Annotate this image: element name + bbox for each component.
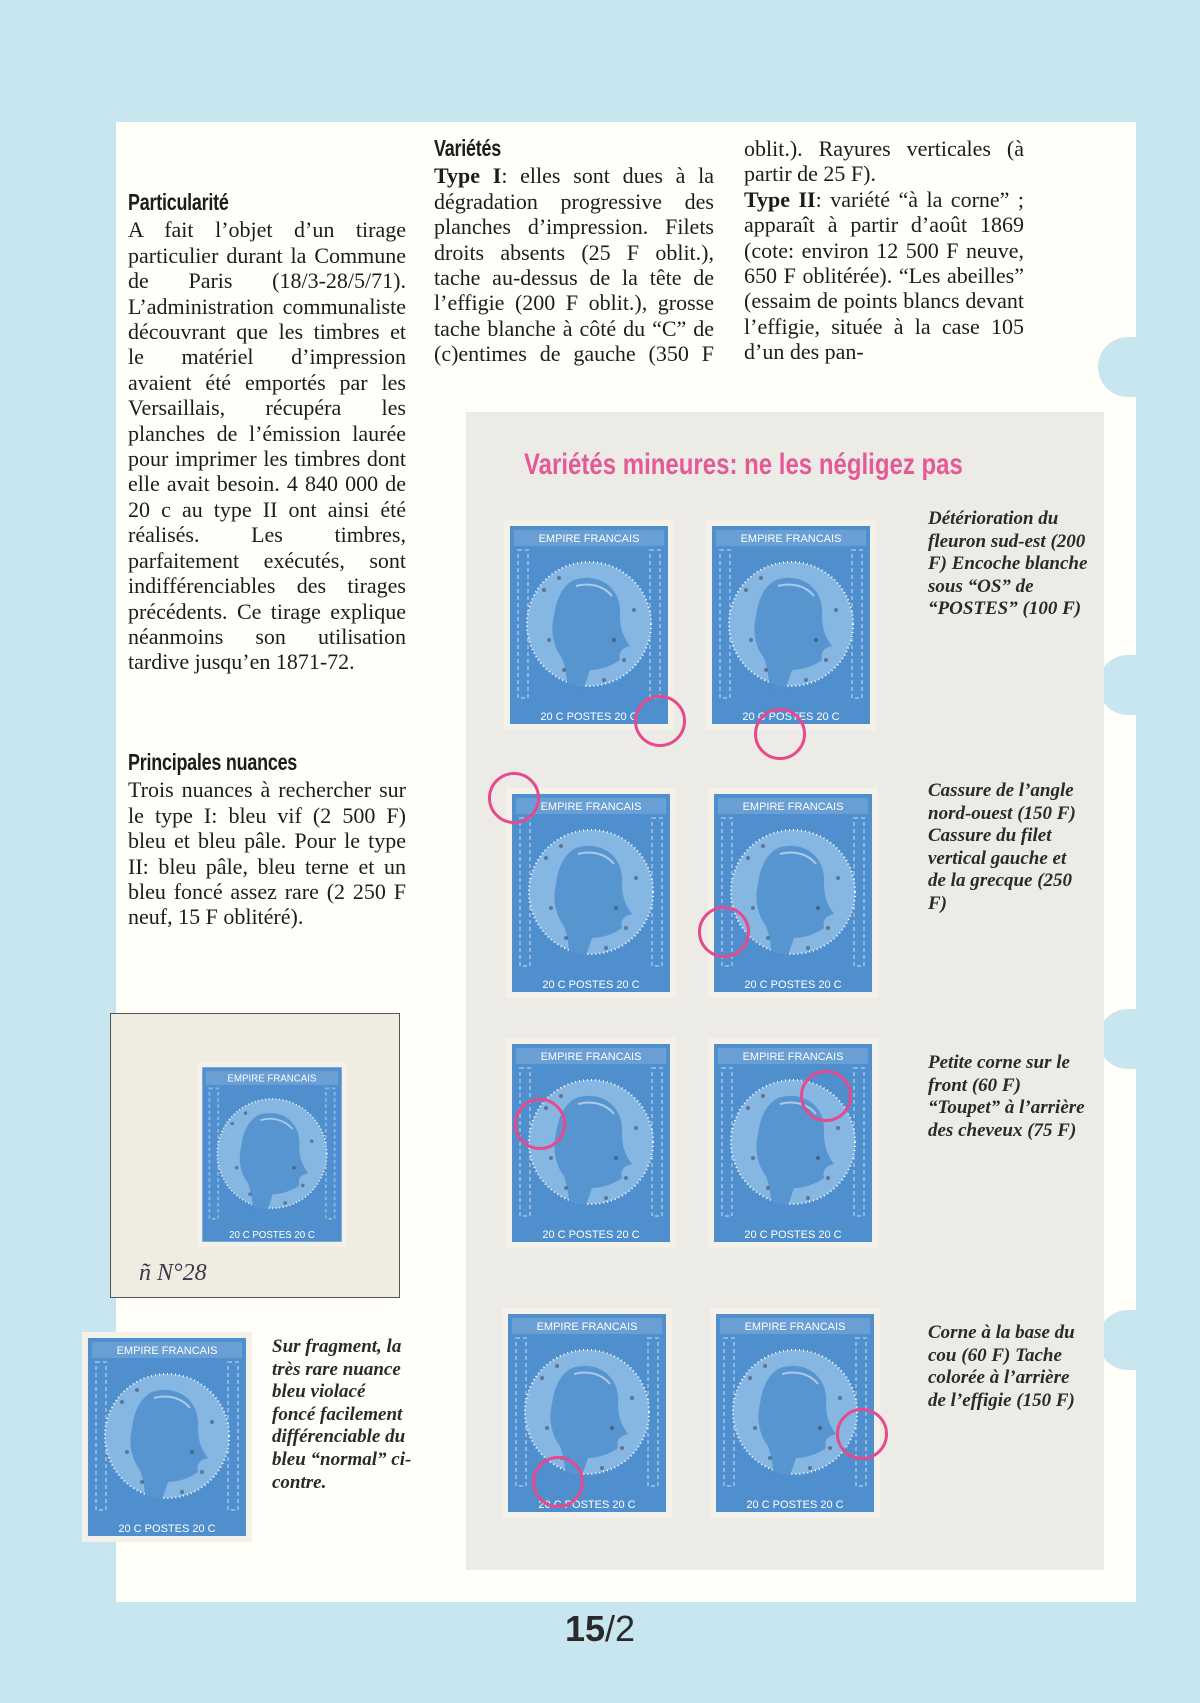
nuances-heading: Principales nuances [128,749,298,775]
svg-text:EMPIRE FRANCAIS: EMPIRE FRANCAIS [540,1051,642,1063]
stamp-violet [82,1332,252,1542]
page-number-main: 15 [564,1608,605,1649]
svg-text:20 C POSTES 20 C: 20 C POSTES 20 C [540,711,638,723]
particularite-section [128,190,406,675]
page-number [0,1608,1200,1650]
caption-row-1: Détérioration du fleuron sud-est (200 F) Encoche blanche sous “OS” de “POSTES” (100 F) [928,508,1088,620]
svg-text:20 C POSTES 20 C: 20 C POSTES 20 C [746,1499,844,1511]
highlight-ring [800,1070,852,1122]
side-caption: Sur fragment, la très rare nuance bleu violacé foncé facilement différenciable du bleu “normal” ci-contre. [272,1336,412,1493]
caption-row-4: Corne à la base du cou (60 F) Tache colorée à l’arrière de l’effigie (150 F) [928,1322,1075,1411]
stamp-6 [708,1038,878,1248]
svg-text:EMPIRE FRANCAIS: EMPIRE FRANCAIS [116,1345,218,1357]
page-number-sub: /2 [605,1608,636,1649]
fragment-stamp [197,1062,347,1247]
stamp-3 [506,788,676,998]
stamp-image [708,788,878,998]
highlight-ring [634,695,686,747]
binder-notch [1098,337,1136,397]
stamp-4 [708,788,878,998]
highlight-ring [532,1456,584,1508]
type1-text: : elles sont dues à la dégradation progressive des planches d’impression. Filets droits absents (25 F oblit.), tache au-dessus de la tête de l’effigie (200 F oblit.), grosse tache blanche à côté du “C” de (c)entimes de gauche (350 F oblit.). Rayures verticales (à partir de 25 F). [434,136,1024,367]
svg-text:EMPIRE FRANCAIS: EMPIRE FRANCAIS [540,801,642,813]
highlight-ring [514,1098,566,1150]
stamp-image [706,520,876,730]
svg-text:20 C POSTES 20 C: 20 C POSTES 20 C [744,1229,842,1241]
particularite-heading: Particularité [128,189,229,215]
svg-text:EMPIRE FRANCAIS: EMPIRE FRANCAIS [538,533,640,545]
svg-text:EMPIRE FRANCAIS: EMPIRE FRANCAIS [227,1073,317,1085]
type2-label: Type II [744,186,816,212]
svg-text:20 C POSTES 20 C: 20 C POSTES 20 C [744,979,842,991]
stamp-image [506,788,676,998]
svg-text:EMPIRE FRANCAIS: EMPIRE FRANCAIS [740,533,842,545]
stamp-image [708,1038,878,1248]
caption-row-3: Petite corne sur le front (60 F) “Toupet” à l’arrière des cheveux (75 F) [928,1052,1085,1141]
nuances-section [128,750,406,930]
svg-text:20 C POSTES 20 C: 20 C POSTES 20 C [542,979,640,991]
stamp-2 [706,520,876,730]
stamp-image [197,1062,347,1247]
svg-text:EMPIRE FRANCAIS: EMPIRE FRANCAIS [742,1051,844,1063]
stamp-image [82,1332,252,1542]
type1-label: Type I [434,163,502,189]
stamp-image [502,1308,672,1518]
varietes-mineures-panel [466,412,1104,1570]
svg-text:20 C POSTES 20 C: 20 C POSTES 20 C [538,1499,636,1511]
varietes-type2 [744,187,1024,365]
caption-row-2: Cassure de l’angle nord-ouest (150 F) Cassure du filet vertical gauche et de la grecque (250 F) [928,780,1076,914]
svg-text:EMPIRE FRANCAIS: EMPIRE FRANCAIS [742,801,844,813]
highlight-ring [754,708,806,760]
stamp-7 [502,1308,672,1518]
svg-text:20 C POSTES 20 C: 20 C POSTES 20 C [229,1230,315,1242]
nuances-text: Trois nuances à rechercher sur le type I: bleu vif (2 500 F) bleu et bleu pâle. Pour le type II: bleu pâle, bleu terne et un bleu foncé assez rare (2 250 F neuf, 15 F oblitéré). [128,777,406,930]
highlight-ring [488,772,540,824]
fragment-handwriting: ñ N°28 [139,1260,207,1286]
svg-text:EMPIRE FRANCAIS: EMPIRE FRANCAIS [744,1321,846,1333]
type2-text: : variété “à la corne” ; apparaît à partir d’août 1869 (cote: environ 12 500 F neuve, 650 F oblitérée). “Les abeilles” (essaim de points blancs devant l’effigie, située à la case 105 d’un des pan- [744,186,1024,365]
panel-title: Variétés mineures: ne les négligez pas [524,448,963,481]
svg-text:20 C POSTES 20 C: 20 C POSTES 20 C [542,1229,640,1241]
svg-text:20 C POSTES 20 C: 20 C POSTES 20 C [742,711,840,723]
fragment-photo [110,1013,400,1298]
svg-text:20 C POSTES 20 C: 20 C POSTES 20 C [118,1523,216,1535]
highlight-ring [698,906,750,958]
varietes-heading: Variétés [434,135,501,161]
varietes-section [434,136,1024,390]
svg-text:EMPIRE FRANCAIS: EMPIRE FRANCAIS [536,1321,638,1333]
highlight-ring [836,1408,888,1460]
particularite-text: A fait l’objet d’un tirage particulier durant la Commune de Paris (18/3-28/5/71). L’administration communaliste découvrant que les timbres et le matériel d’impression avaient été emportés par les Versaillais, récupéra les planches de l’émission laurée pour imprimer les timbres dont elle avait besoin. 4 840 000 de 20 c au type II ont ainsi été réalisés. Les timbres, parfaitement exécutés, sont indifférenciables des tirages précédents. Ce tirage explique néanmoins son utilisation tardive jusqu’en 1871-72. [128,217,406,675]
